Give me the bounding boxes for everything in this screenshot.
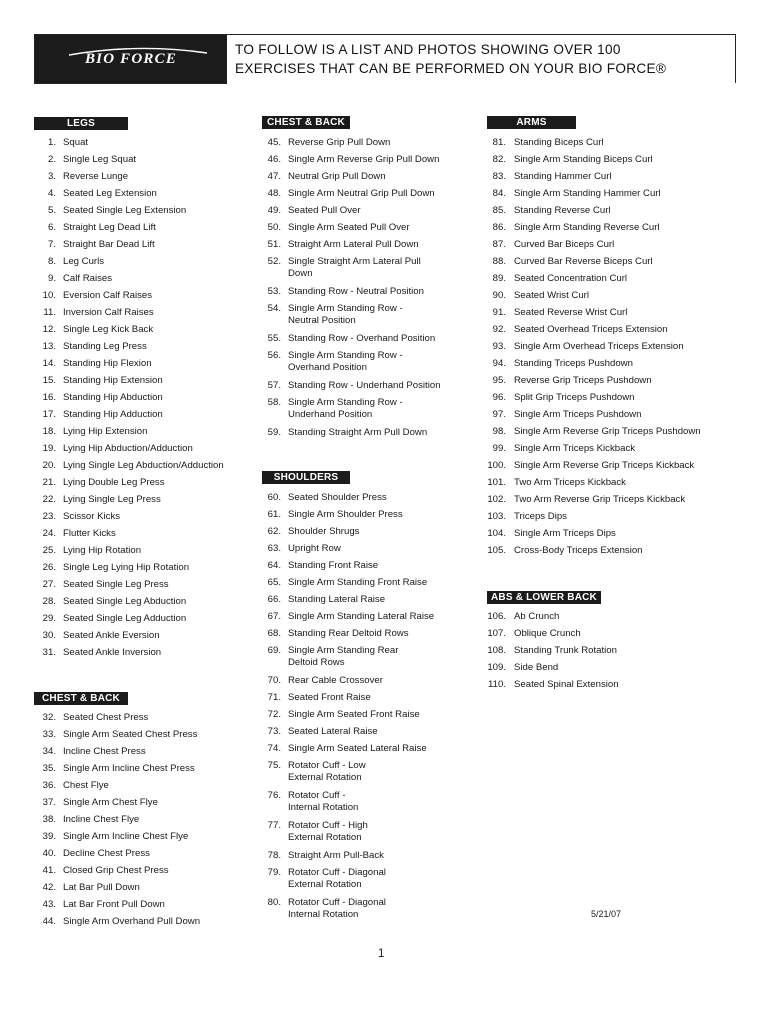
list-item: 27. Seated Single Leg Press — [42, 579, 169, 590]
list-item: 15. Standing Hip Extension — [42, 375, 163, 386]
exercise-list-abs-lower-back — [486, 611, 736, 696]
list-item: 29. Seated Single Leg Adduction — [42, 613, 187, 624]
list-item: 105. Cross-Body Triceps Extension — [487, 545, 643, 556]
list-item: 18. Lying Hip Extension — [42, 426, 148, 437]
list-item: 25. Lying Hip Rotation — [42, 545, 142, 556]
exercise-list-chest-back-1 — [34, 712, 234, 933]
list-item: 39. Single Arm Incline Chest Flye — [42, 831, 189, 842]
list-item: 77. Rotator Cuff - High External Rotation — [267, 820, 368, 843]
list-item: 109. Side Bend — [487, 662, 559, 673]
list-item: 14. Standing Hip Flexion — [42, 358, 152, 369]
list-item: 48. Single Arm Neutral Grip Pull Down — [267, 188, 435, 199]
section-header-abs-lower-back: ABS & LOWER BACK — [487, 591, 601, 604]
list-item: 72. Single Arm Seated Front Raise — [267, 709, 420, 720]
list-item: 69. Single Arm Standing Rear Deltoid Rows — [267, 645, 399, 668]
list-item: 108. Standing Trunk Rotation — [487, 645, 617, 656]
logo-text: BIO FORCE — [84, 50, 178, 67]
list-item: 106. Ab Crunch — [487, 611, 560, 622]
logo-swoosh-icon — [67, 46, 209, 56]
list-item: 2. Single Leg Squat — [47, 154, 137, 165]
list-item: 97. Single Arm Triceps Pushdown — [492, 409, 642, 420]
list-item: 34. Incline Chest Press — [42, 746, 146, 757]
list-item: 52. Single Straight Arm Lateral Pull Down — [267, 256, 421, 279]
list-item: 67. Single Arm Standing Lateral Raise — [267, 611, 435, 622]
list-item: 57. Standing Row - Underhand Position — [267, 380, 441, 391]
list-item: 10. Eversion Calf Raises — [42, 290, 153, 301]
list-item: 103. Triceps Dips — [487, 511, 567, 522]
list-item: 13. Standing Leg Press — [42, 341, 147, 352]
list-item: 60. Seated Shoulder Press — [267, 492, 387, 503]
page-header — [34, 34, 736, 84]
list-item: 80. Rotator Cuff - Diagonal Internal Rotation — [267, 897, 386, 920]
list-item: 94. Standing Triceps Pushdown — [492, 358, 633, 369]
headline-line-1: TO FOLLOW IS A LIST AND PHOTOS SHOWING OVER 100 — [235, 42, 621, 57]
list-item: 86. Single Arm Standing Reverse Curl — [492, 222, 660, 233]
list-item: 100. Single Arm Reverse Grip Triceps Kickback — [487, 460, 695, 471]
list-item: 12. Single Leg Kick Back — [42, 324, 154, 335]
list-item: 8. Leg Curls — [47, 256, 105, 267]
list-item: 98. Single Arm Reverse Grip Triceps Pushdown — [492, 426, 701, 437]
list-item: 66. Standing Lateral Raise — [267, 594, 386, 605]
list-item: 31. Seated Ankle Inversion — [42, 647, 162, 658]
list-item: 84. Single Arm Standing Hammer Curl — [492, 188, 661, 199]
document-date: 5/21/07 — [591, 909, 622, 919]
list-item: 56. Single Arm Standing Row - Overhand Position — [267, 350, 403, 373]
list-item: 5. Seated Single Leg Extension — [47, 205, 187, 216]
list-item: 93. Single Arm Overhead Triceps Extension — [492, 341, 684, 352]
list-item: 83. Standing Hammer Curl — [492, 171, 612, 182]
page-headline — [235, 40, 733, 78]
list-item: 65. Single Arm Standing Front Raise — [267, 577, 428, 588]
exercise-list-chest-back-2 — [260, 137, 470, 444]
section-header-arms: ARMS — [487, 116, 576, 129]
list-item: 37. Single Arm Chest Flye — [42, 797, 158, 808]
list-item: 20. Lying Single Leg Abduction/Adduction — [42, 460, 224, 471]
list-item: 22. Lying Single Leg Press — [42, 494, 161, 505]
list-item: 101. Two Arm Triceps Kickback — [487, 477, 626, 488]
list-item: 32. Seated Chest Press — [42, 712, 149, 723]
exercise-list-shoulders — [260, 492, 470, 927]
list-item: 19. Lying Hip Abduction/Adduction — [42, 443, 193, 454]
page-number: 1 — [378, 948, 385, 960]
list-item: 58. Single Arm Standing Row - Underhand Position — [267, 397, 403, 420]
list-item: 110. Seated Spinal Extension — [488, 679, 619, 690]
list-item: 73. Seated Lateral Raise — [267, 726, 378, 737]
bio-force-logo — [35, 35, 227, 83]
list-item: 38. Incline Chest Flye — [42, 814, 140, 825]
list-item: 104. Single Arm Triceps Dips — [487, 528, 616, 539]
list-item: 87. Curved Bar Biceps Curl — [492, 239, 615, 250]
list-item: 82. Single Arm Standing Biceps Curl — [492, 154, 653, 165]
list-item: 95. Reverse Grip Triceps Pushdown — [492, 375, 652, 386]
list-item: 85. Standing Reverse Curl — [492, 205, 611, 216]
list-item: 41. Closed Grip Chest Press — [42, 865, 169, 876]
list-item: 88. Curved Bar Reverse Biceps Curl — [492, 256, 653, 267]
list-item: 17. Standing Hip Adduction — [42, 409, 163, 420]
list-item: 11. Inversion Calf Raises — [43, 307, 154, 318]
list-item: 90. Seated Wrist Curl — [492, 290, 589, 301]
list-item: 3. Reverse Lunge — [47, 171, 129, 182]
list-item: 81. Standing Biceps Curl — [492, 137, 604, 148]
list-item: 40. Decline Chest Press — [42, 848, 150, 859]
list-item: 30. Seated Ankle Eversion — [42, 630, 160, 641]
list-item: 71. Seated Front Raise — [267, 692, 371, 703]
list-item: 75. Rotator Cuff - Low External Rotation — [267, 760, 366, 783]
list-item: 44. Single Arm Overhand Pull Down — [42, 916, 201, 927]
list-item: 64. Standing Front Raise — [267, 560, 379, 571]
list-item: 45. Reverse Grip Pull Down — [267, 137, 391, 148]
list-item: 42. Lat Bar Pull Down — [42, 882, 140, 893]
list-item: 102. Two Arm Reverse Grip Triceps Kickback — [487, 494, 686, 505]
exercise-list-legs — [34, 137, 234, 664]
list-item: 33. Single Arm Seated Chest Press — [42, 729, 198, 740]
list-item: 63. Upright Row — [267, 543, 341, 554]
list-item: 54. Single Arm Standing Row - Neutral Position — [267, 303, 403, 326]
list-item: 107. Oblique Crunch — [487, 628, 581, 639]
list-item: 92. Seated Overhead Triceps Extension — [492, 324, 668, 335]
list-item: 36. Chest Flye — [42, 780, 109, 791]
list-item: 91. Seated Reverse Wrist Curl — [492, 307, 628, 318]
list-item: 43. Lat Bar Front Pull Down — [42, 899, 165, 910]
list-item: 47. Neutral Grip Pull Down — [267, 171, 386, 182]
list-item: 61. Single Arm Shoulder Press — [267, 509, 403, 520]
list-item: 50. Single Arm Seated Pull Over — [267, 222, 410, 233]
list-item: 28. Seated Single Leg Abduction — [42, 596, 187, 607]
list-item: 55. Standing Row - Overhand Position — [267, 333, 436, 344]
list-item: 68. Standing Rear Deltoid Rows — [267, 628, 409, 639]
list-item: 79. Rotator Cuff - Diagonal External Rotation — [267, 867, 386, 890]
list-item: 9. Calf Raises — [47, 273, 113, 284]
list-item: 76. Rotator Cuff - Internal Rotation — [267, 790, 359, 813]
list-item: 4. Seated Leg Extension — [47, 188, 157, 199]
section-header-shoulders: SHOULDERS — [262, 471, 350, 484]
list-item: 78. Straight Arm Pull-Back — [267, 850, 384, 861]
header-divider — [227, 83, 737, 84]
list-item: 53. Standing Row - Neutral Position — [267, 286, 424, 297]
list-item: 62. Shoulder Shrugs — [267, 526, 360, 537]
list-item: 46. Single Arm Reverse Grip Pull Down — [267, 154, 440, 165]
list-item: 49. Seated Pull Over — [267, 205, 361, 216]
list-item: 74. Single Arm Seated Lateral Raise — [267, 743, 427, 754]
section-header-legs: LEGS — [34, 117, 128, 130]
list-item: 7. Straight Bar Dead Lift — [47, 239, 155, 250]
list-item: 1. Squat — [47, 137, 89, 148]
section-header-chest-back-2: CHEST & BACK — [262, 116, 350, 129]
list-item: 51. Straight Arm Lateral Pull Down — [267, 239, 419, 250]
headline-line-2: EXERCISES THAT CAN BE PERFORMED ON YOUR BIO FORCE® — [235, 61, 667, 76]
list-item: 6. Straight Leg Dead Lift — [47, 222, 156, 233]
list-item: 70. Rear Cable Crossover — [267, 675, 383, 686]
list-item: 21. Lying Double Leg Press — [42, 477, 165, 488]
list-item: 26. Single Leg Lying Hip Rotation — [42, 562, 190, 573]
list-item: 35. Single Arm Incline Chest Press — [42, 763, 195, 774]
list-item: 59. Standing Straight Arm Pull Down — [267, 427, 428, 438]
list-item: 89. Seated Concentration Curl — [492, 273, 628, 284]
list-item: 24. Flutter Kicks — [42, 528, 116, 539]
section-header-chest-back-1: CHEST & BACK — [34, 692, 128, 705]
list-item: 16. Standing Hip Abduction — [42, 392, 163, 403]
list-item: 23. Scissor Kicks — [42, 511, 121, 522]
exercise-list-arms — [486, 137, 736, 562]
list-item: 99. Single Arm Triceps Kickback — [492, 443, 636, 454]
list-item: 96. Split Grip Triceps Pushdown — [492, 392, 635, 403]
